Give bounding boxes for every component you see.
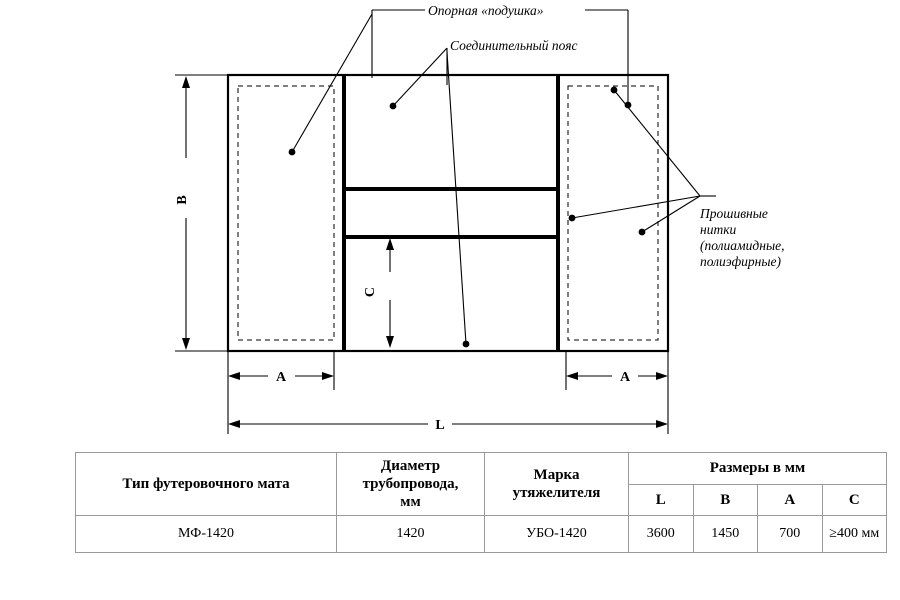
header-size-b: B xyxy=(693,484,758,516)
cell-size-c: ≥400 мм xyxy=(822,516,887,553)
header-size-a: A xyxy=(758,484,823,516)
dimension-a-left xyxy=(228,351,334,390)
header-weight-brand xyxy=(485,453,629,516)
header-pipe-diameter-line-3: мм xyxy=(400,494,421,510)
header-sizes: Размеры в мм xyxy=(629,453,887,485)
cell-size-a: 700 xyxy=(758,516,823,553)
cell-pipe-diameter: 1420 xyxy=(337,516,485,553)
callout-stitching-threads-line-4: полиэфирные) xyxy=(700,254,781,269)
table-row xyxy=(76,516,887,553)
callout-connecting-belt-label: Соединительный пояс xyxy=(450,38,578,53)
header-size-c: C xyxy=(822,484,887,516)
dimension-a-right-label: A xyxy=(619,370,631,385)
cell-mat-type: МФ-1420 xyxy=(76,516,337,553)
header-mat-type: Тип футеровочного мата xyxy=(76,453,337,516)
header-weight-brand-line-1: Марка xyxy=(533,467,580,483)
callout-stitching-threads-line-1: Прошивные xyxy=(700,206,768,221)
callout-support-pillow xyxy=(289,3,632,155)
callout-stitching-threads-line-2: нитки xyxy=(700,222,737,237)
cell-size-b: 1450 xyxy=(693,516,758,553)
cell-weight-brand: УБО-1420 xyxy=(485,516,629,553)
dimension-a-right xyxy=(566,351,668,434)
dimension-c xyxy=(363,238,394,348)
header-size-l: L xyxy=(629,484,694,516)
callout-connecting-belt xyxy=(390,38,578,347)
dimension-c-label: C xyxy=(363,286,378,298)
callout-support-pillow-label: Опорная «подушка» xyxy=(428,3,544,18)
callout-stitching-threads-line-3: (полиамидные, xyxy=(700,238,785,253)
dimension-l xyxy=(228,390,668,434)
header-pipe-diameter xyxy=(337,453,485,516)
header-pipe-diameter-line-1: Диаметр xyxy=(380,458,441,474)
horizontal-belts xyxy=(344,189,558,237)
header-pipe-diameter-line-2: трубопровода, xyxy=(362,476,459,492)
dimension-a-left-label: A xyxy=(275,370,287,385)
support-pillow-outlines xyxy=(238,86,658,340)
spec-table xyxy=(75,452,887,553)
header-row-1 xyxy=(76,453,887,485)
header-weight-brand-line-2: утяжелителя xyxy=(512,485,601,501)
spec-table-body xyxy=(76,516,887,553)
spec-table-container xyxy=(75,452,887,553)
spec-table-head xyxy=(76,453,887,516)
callout-stitching-threads xyxy=(569,87,785,269)
cell-size-l: 3600 xyxy=(629,516,694,553)
dimension-l-label: L xyxy=(435,418,445,433)
dimension-b xyxy=(175,75,232,351)
dimension-b-label: B xyxy=(175,195,190,205)
